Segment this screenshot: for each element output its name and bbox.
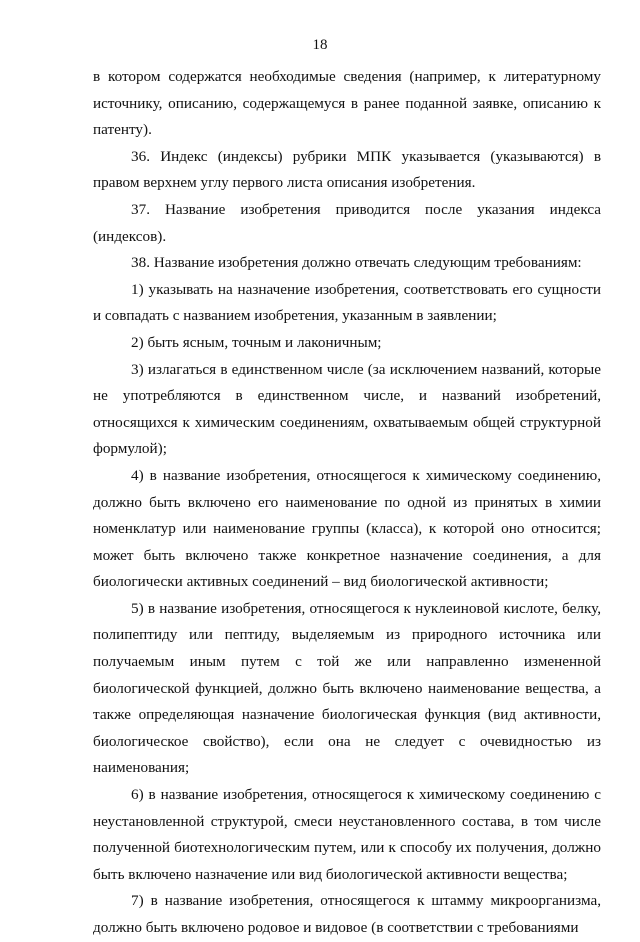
- paragraph-item-36: 36. Индекс (индексы) рубрики МПК указывается (указываются) в правом верхнем углу первого листа описания изобретения.: [93, 147, 601, 192]
- list-item-4: 4) в название изобретения, относящегося к химическому соединению, должно быть включено его наименование по одной из принятых в химии номенклатур или наименование группы (класса), к которой оно относится; может быть включено также конкретное назначение соединения, а для биологически активных соединений – вид биологической активности;: [93, 466, 601, 591]
- list-item-5: 5) в название изобретения, относящегося к нуклеиновой кислоте, белку, полипептиду или пептиду, выделяемым из природного источника или получаемым иным путем с той же или направленно измененной биологической функцией, должно быть включено наименование вещества, а также определяющая назначение биологическая функция (вид активности, биологическое свойство), если она не следует с очевидностью из наименования;: [93, 599, 601, 777]
- list-item-6: 6) в название изобретения, относящегося к химическому соединению с неустановленной структурой, смеси неустановленного состава, в том числе полученной биотехнологическим путем, или к способу их получения, должно быть включено назначение или вид биологической активности вещества;: [93, 786, 601, 883]
- list-item-7: 7) в название изобретения, относящегося к штамму микроорганизма, должно быть включено родовое и видовое (в соответствии с требованиями: [93, 892, 601, 936]
- list-item-3: 3) излагаться в единственном числе (за исключением названий, которые не употребляются в единственном числе, и названий изобретений, относящихся к химическим соединениям, охватываемым общей структурной формулой);: [93, 360, 601, 458]
- page-body: [93, 64, 601, 942]
- paragraph-item-38: 38. Название изобретения должно отвечать следующим требованиям:: [131, 254, 582, 272]
- page-number: 18: [312, 37, 328, 53]
- paragraph-continuation: в котором содержатся необходимые сведения (например, к литературному источнику, описанию, содержащемуся в ранее поданной заявке, описанию к патенту).: [93, 68, 601, 139]
- list-item-1: 1) указывать на назначение изобретения, соответствовать его сущности и совпадать с названием изобретения, указанным в заявлении;: [93, 280, 601, 325]
- list-item-2: 2) быть ясным, точным и лаконичным;: [131, 333, 382, 351]
- paragraph-item-37: 37. Название изобретения приводится после указания индекса (индексов).: [93, 200, 601, 245]
